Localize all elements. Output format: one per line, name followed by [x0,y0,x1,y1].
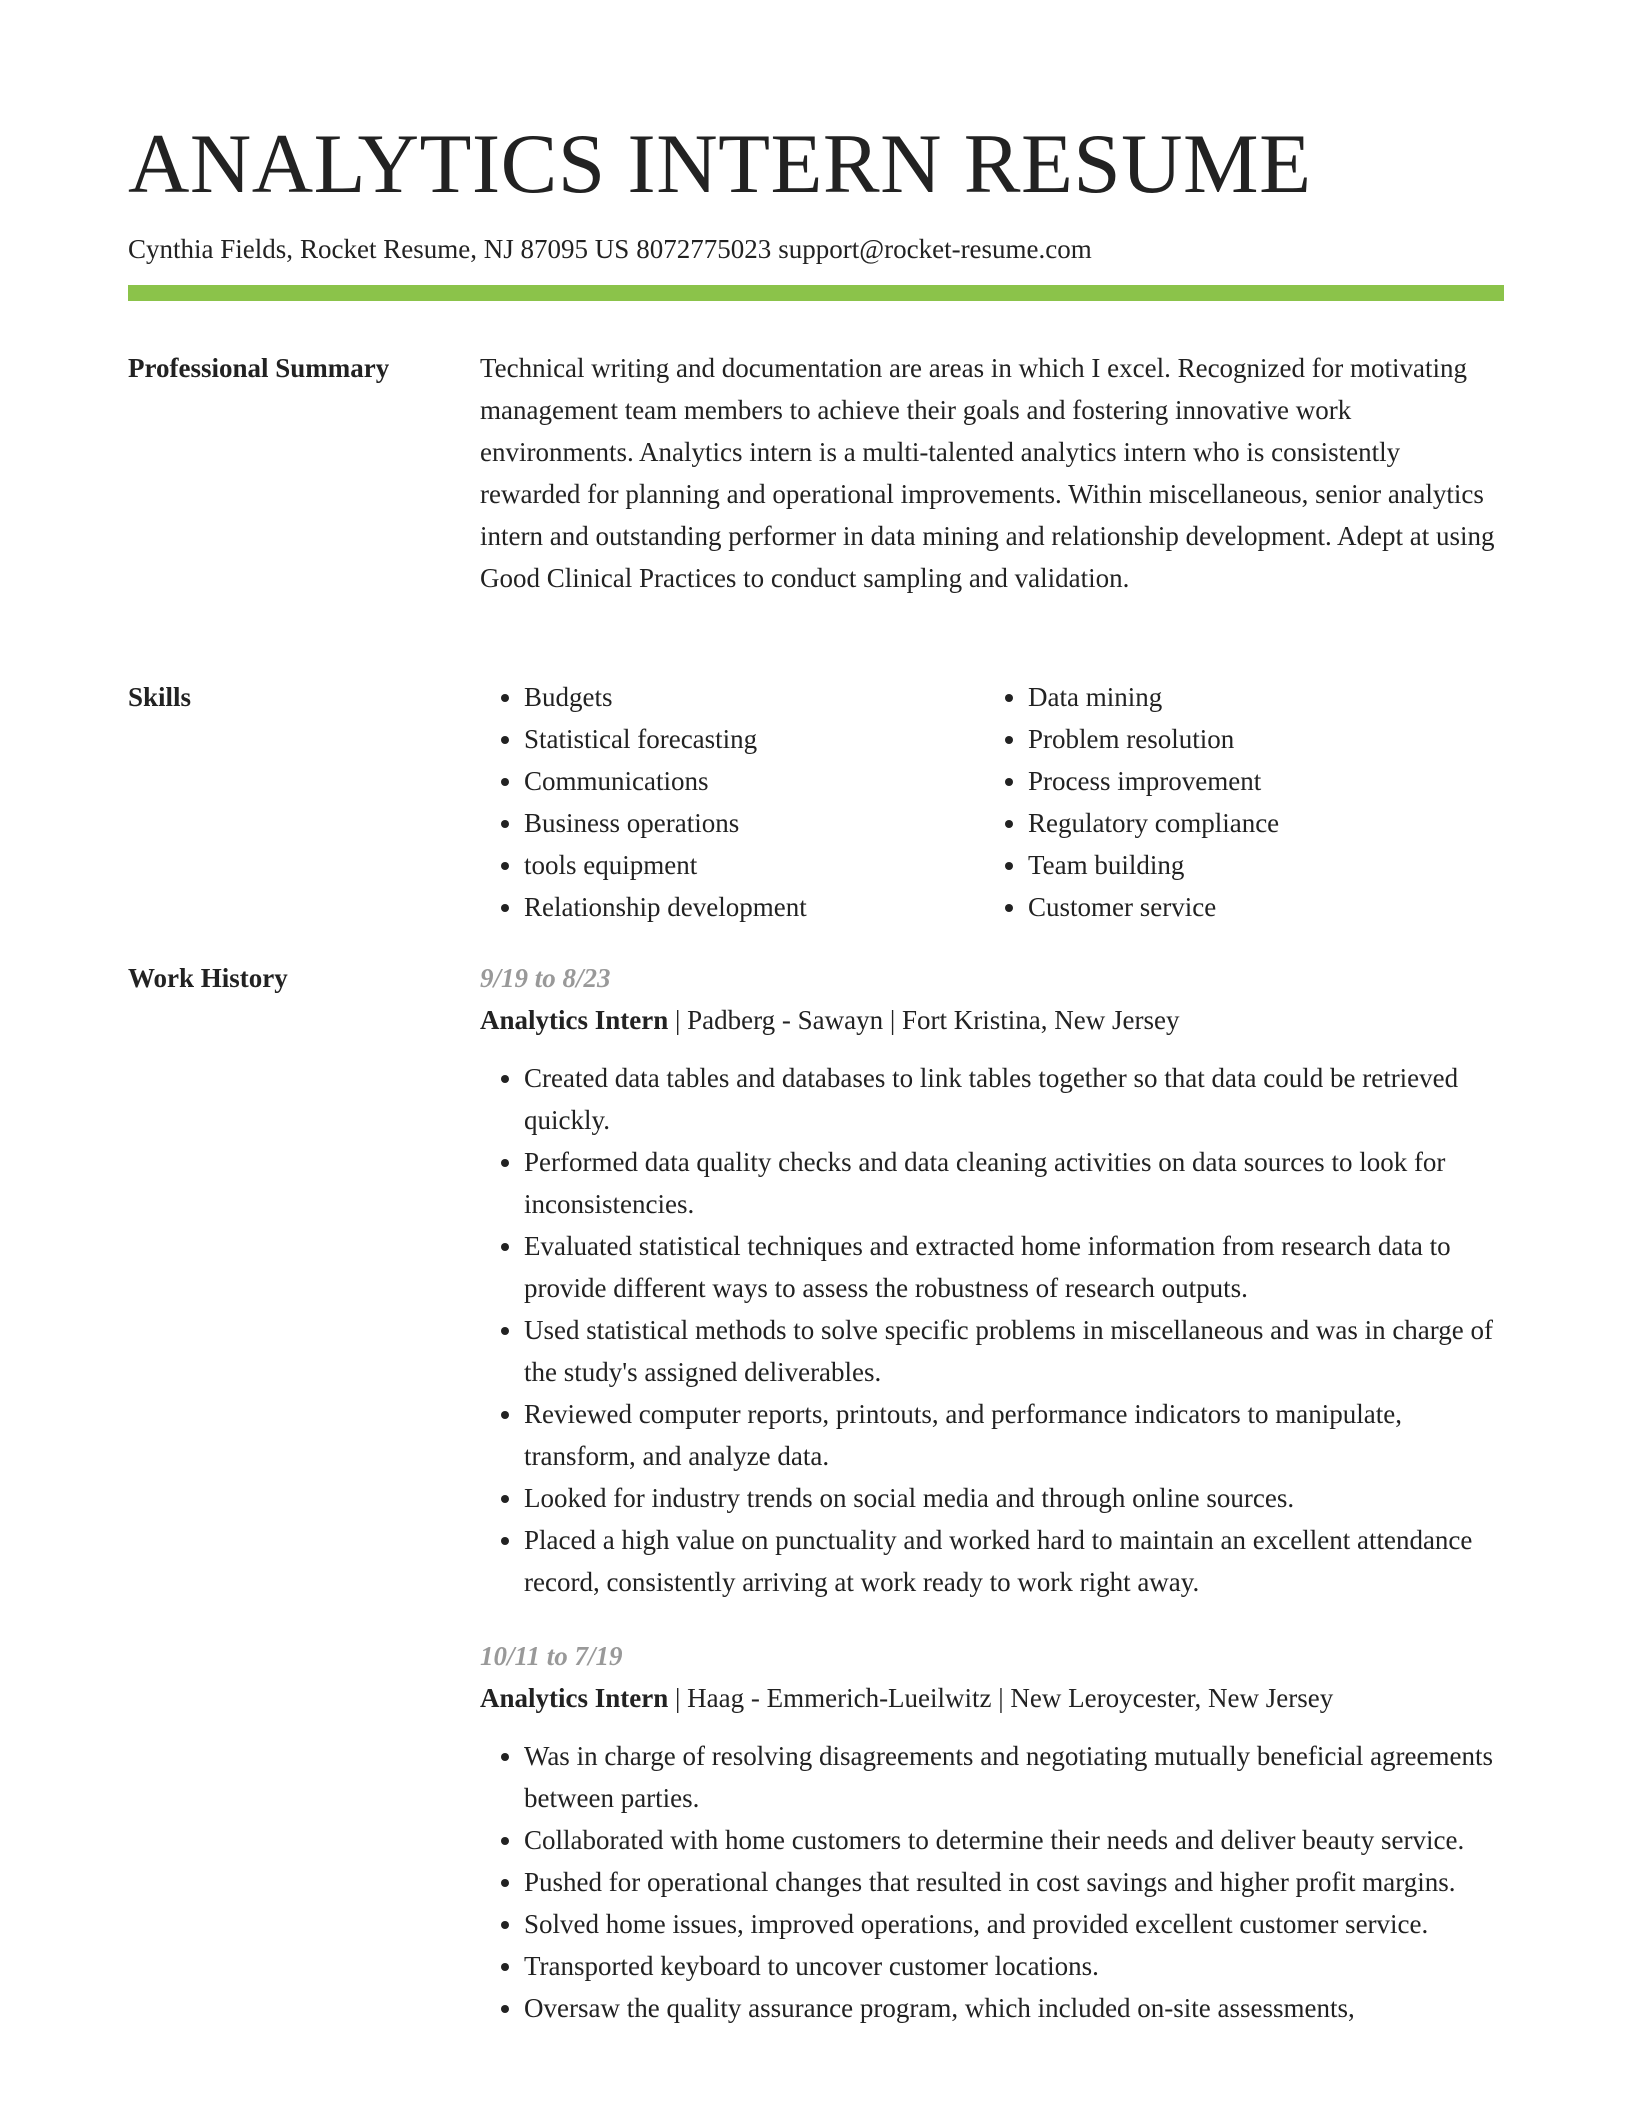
job-details: | Padberg - Sawayn | Fort Kristina, New Jersey [675,1005,1180,1035]
contact-phone: 8072775023 [636,234,772,264]
skill-item: • Relationship development [524,886,984,928]
summary-text: Technical writing and documentation are areas in which I excel. Recognized for motivating management team members to achieve their goals and fostering innovative work environments. Analytics intern is a multi-talented analytics intern who is consistently rewarded for planning and operational improvements. Within miscellaneous, senior analytics intern and outstanding performer in data mining and relationship development. Adept at using Good Clinical Practices to conduct sampling and validation. [480,353,1495,593]
skill-item: • Statistical forecasting [524,718,984,760]
skill-item: • tools equipment [524,844,984,886]
job-role: Analytics Intern [480,1005,669,1035]
summary-label: Professional Summary [128,353,390,383]
skill-item: • Process improvement [1028,760,1488,802]
contact-location: Rocket Resume, NJ 87095 US [300,234,630,264]
job-bullet: • Was in charge of resolving disagreements and negotiating mutually beneficial agreements between parties. [524,1735,1504,1819]
job-bullet: • Collaborated with home customers to determine their needs and deliver beauty service. [524,1819,1504,1861]
skills-columns [480,676,1504,928]
job-bullet: • Transported keyboard to uncover customer locations. [524,1945,1504,1987]
job-bullet: • Evaluated statistical techniques and extracted home information from research data to provide different ways to assess the robustness of research outputs. [524,1225,1504,1309]
summary-body [480,347,1504,599]
job-bullet: • Solved home issues, improved operations, and provided excellent customer service. [524,1903,1504,1945]
resume-title: ANALYTICS INTERN RESUME [128,117,1312,211]
skill-item: • Budgets [524,676,984,718]
job-bullets [480,1735,1504,2029]
work-history-label: Work History [128,963,288,993]
contact-email: support@rocket-resume.com [778,234,1092,264]
skills-body [480,676,1504,928]
skill-item: • Communications [524,760,984,802]
work-history-body [480,957,1504,2029]
job-bullet: • Pushed for operational changes that resulted in cost savings and higher profit margins. [524,1861,1504,1903]
job-role: Analytics Intern [480,1683,669,1713]
job-entry [480,957,1504,1603]
job-bullets [480,1057,1504,1603]
skills-list-right [984,676,1488,928]
job-bullet: • Reviewed computer reports, printouts, and performance indicators to manipulate, transform, and analyze data. [524,1393,1504,1477]
skill-item: • Team building [1028,844,1488,886]
job-bullet: • Performed data quality checks and data cleaning activities on data sources to look for inconsistencies. [524,1141,1504,1225]
skills-list-left [480,676,984,928]
contact-line [128,229,1092,269]
job-entry [480,1635,1504,2029]
job-bullet: • Created data tables and databases to link tables together so that data could be retrieved quickly. [524,1057,1504,1141]
job-title-line [480,1677,1504,1719]
job-bullet: • Used statistical methods to solve specific problems in miscellaneous and was in charge of the study's assigned deliverables. [524,1309,1504,1393]
skill-item: • Regulatory compliance [1028,802,1488,844]
header-divider [128,285,1504,301]
skill-item: • Customer service [1028,886,1488,928]
contact-name: Cynthia Fields, [128,234,294,264]
job-dates: 9/19 to 8/23 [480,963,611,993]
job-bullet: • Looked for industry trends on social media and through online sources. [524,1477,1504,1519]
job-dates: 10/11 to 7/19 [480,1641,623,1671]
job-title-line [480,999,1504,1041]
skill-item: • Problem resolution [1028,718,1488,760]
skill-item: • Business operations [524,802,984,844]
skill-item: • Data mining [1028,676,1488,718]
job-bullet: • Placed a high value on punctuality and worked hard to maintain an excellent attendance record, consistently arriving at work ready to work right away. [524,1519,1504,1603]
skills-label: Skills [128,682,192,712]
job-details: | Haag - Emmerich-Lueilwitz | New Leroycester, New Jersey [675,1683,1334,1713]
job-bullet: • Oversaw the quality assurance program, which included on-site assessments, [524,1987,1504,2029]
